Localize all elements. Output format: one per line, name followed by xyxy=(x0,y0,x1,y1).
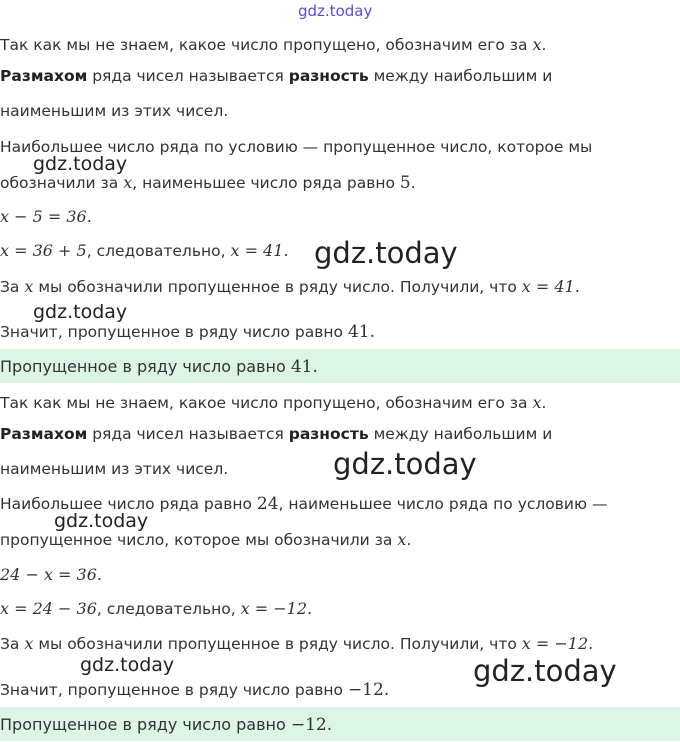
watermark: gdz.today xyxy=(333,447,477,481)
p1-line-conclusion xyxy=(0,322,375,342)
p2-line-smallest xyxy=(0,530,411,550)
p1-answer-a: Пропущенное в ряду число равно xyxy=(0,357,291,376)
p2-equation-1: 24 − x = 36. xyxy=(0,565,102,584)
p1-intro-text: Так как мы не знаем, какое число пропущено, обозначим его за xyxy=(0,36,533,54)
p2-line-intro xyxy=(0,393,546,413)
p1-smallest-b: , наименьшее число ряда равно xyxy=(132,174,400,192)
p2-line-definition-cont: наименьшим из этих чисел. xyxy=(0,460,229,478)
watermark: gdz.today xyxy=(33,301,128,323)
p2-line-conclusion xyxy=(0,680,389,700)
p1-smallest-a: обозначили за xyxy=(0,174,124,192)
watermark: gdz.today xyxy=(473,654,617,688)
p2-smallest-dot: . xyxy=(406,531,412,549)
p1-result-b: мы обозначили пропущенное в ряду число. Получили, что xyxy=(33,278,522,296)
p1-line-intro xyxy=(0,35,546,55)
p1-result-a: За xyxy=(0,278,25,296)
p1-line-equation-2 xyxy=(0,241,289,261)
p2-var-x-3: x xyxy=(24,634,34,653)
p1-line-largest: Наибольшее число ряда по условию — пропущенное число, которое мы xyxy=(0,138,593,156)
p1-intro-dot: . xyxy=(541,36,547,54)
watermark: gdz.today xyxy=(314,236,458,270)
p2-smallest-a: пропущенное число, которое мы обозначили за xyxy=(0,531,398,549)
p1-num-five: 5 xyxy=(399,173,411,193)
p2-intro-dot: . xyxy=(541,394,547,412)
p2-line-definition xyxy=(0,424,552,444)
p1-result-c: x = 41. xyxy=(521,277,580,296)
p1-term-difference: разность xyxy=(288,67,369,85)
p2-var-x: x xyxy=(532,393,542,412)
p2-def-end: между наибольшим и xyxy=(368,425,553,443)
p1-line-definition xyxy=(0,66,552,86)
p2-term-difference: разность xyxy=(288,425,369,443)
p1-eq2-c: x = 41. xyxy=(230,241,289,260)
p1-line-definition-cont: наименьшим из этих чисел. xyxy=(0,102,229,120)
p2-def-mid: ряда чисел называется xyxy=(87,425,289,443)
p2-answer-b: −12. xyxy=(290,715,333,735)
p2-num-24: 24 xyxy=(256,494,279,514)
p1-eq2-a: x = 36 + 5 xyxy=(0,241,87,260)
p2-conclusion-b: −12. xyxy=(347,680,390,700)
p2-largest-b: , наименьшее число ряда по условию — xyxy=(278,495,608,513)
p2-eq2-c: x = −12. xyxy=(240,599,313,618)
p1-conclusion-a: Значит, пропущенное в ряду число равно xyxy=(0,323,348,341)
p2-var-x-2: x xyxy=(397,530,407,549)
p1-conclusion-b: 41. xyxy=(347,322,375,342)
p1-smallest-dot: . xyxy=(410,174,416,192)
p1-answer-box xyxy=(0,349,680,383)
watermark-top: gdz.today xyxy=(298,2,373,20)
p1-answer-b: 41. xyxy=(290,357,318,377)
p1-term-range: Размахом xyxy=(0,67,88,85)
p2-result-c: x = −12. xyxy=(521,634,594,653)
p2-line-result xyxy=(0,634,593,654)
p1-eq2-b: , следовательно, xyxy=(86,242,231,260)
p1-var-x: x xyxy=(532,35,542,54)
p2-term-range: Размахом xyxy=(0,425,88,443)
p1-def-end: между наибольшим и xyxy=(368,67,553,85)
p1-var-x-2: x xyxy=(123,173,133,192)
p2-answer-a: Пропущенное в ряду число равно xyxy=(0,715,291,734)
p1-def-mid: ряда чисел называется xyxy=(87,67,289,85)
p2-intro-text: Так как мы не знаем, какое число пропущено, обозначим его за xyxy=(0,394,533,412)
watermark: gdz.today xyxy=(54,510,149,532)
p2-answer-text xyxy=(0,715,332,735)
p2-largest-a: Наибольшее число ряда равно xyxy=(0,495,257,513)
p1-var-x-3: x xyxy=(24,277,34,296)
p2-line-equation-2 xyxy=(0,599,312,619)
p2-conclusion-a: Значит, пропущенное в ряду число равно xyxy=(0,681,348,699)
p1-equation-1: x − 5 = 36. xyxy=(0,207,92,226)
p1-line-smallest xyxy=(0,173,416,193)
watermark: gdz.today xyxy=(80,654,175,676)
watermark: gdz.today xyxy=(33,153,128,175)
p1-answer-text xyxy=(0,357,318,377)
p2-answer-box xyxy=(0,707,680,741)
p1-line-result xyxy=(0,277,580,297)
p2-eq2-b: , следовательно, xyxy=(96,600,241,618)
p2-eq2-a: x = 24 − 36 xyxy=(0,599,97,618)
p2-result-b: мы обозначили пропущенное в ряду число. Получили, что xyxy=(33,635,522,653)
p2-result-a: За xyxy=(0,635,25,653)
